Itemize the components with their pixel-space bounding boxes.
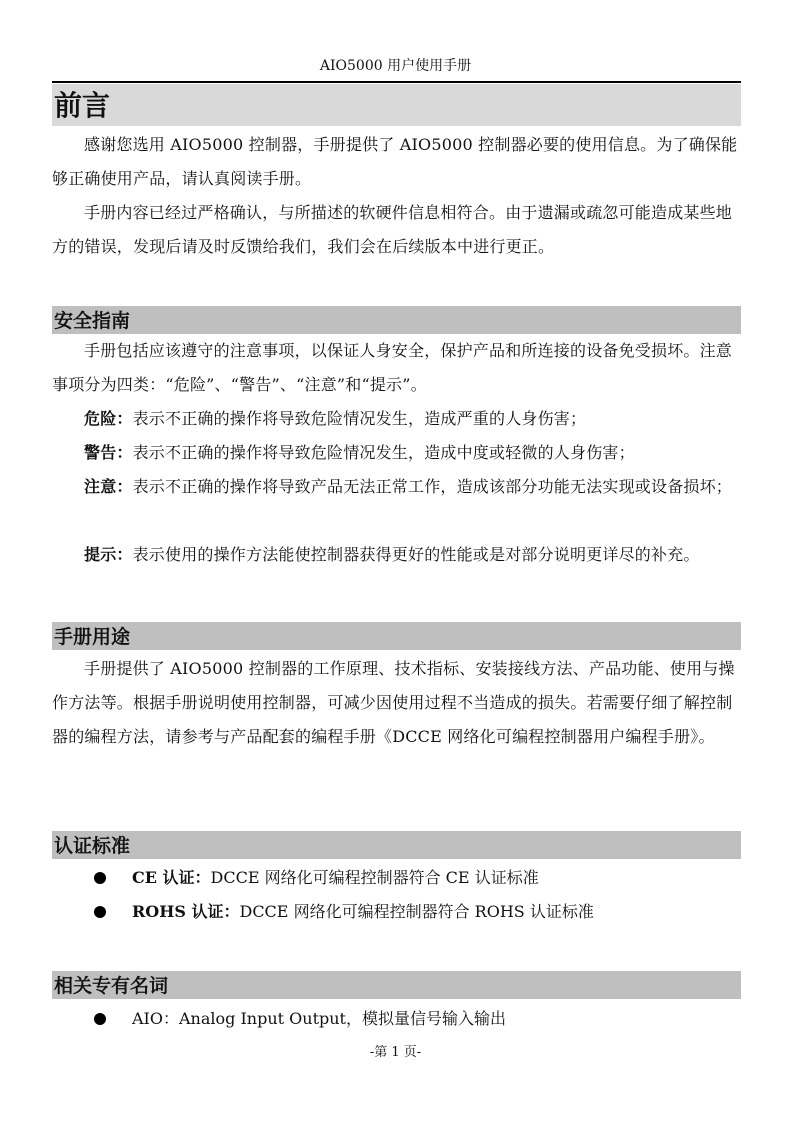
cert-text: DCCE 网络化可编程控制器符合 ROHS 认证标准 xyxy=(239,902,594,921)
purpose-paragraph: 手册提供了 AIO5000 控制器的工作原理、技术指标、安装接线方法、产品功能、使用与操作方法等。根据手册说明使用控制器，可减少因使用过程不当造成的损失。若需要仔细了解控制器的编程方法，请参考与产品配套的编程手册《DCCE 网络化可编程控制器用户编程手册》。 xyxy=(52,659,735,746)
safety-item-tip xyxy=(52,538,741,572)
cert-text: DCCE 网络化可编程控制器符合 CE 认证标准 xyxy=(210,868,539,887)
cert-label: CE 认证： xyxy=(132,868,211,887)
safety-text: 表示不正确的操作将导致危险情况发生，造成中度或轻微的人身伤害； xyxy=(132,443,635,462)
safety-text: 表示不正确的操作将导致产品无法正常工作，造成该部分功能无法实现或设备损坏； xyxy=(132,477,733,496)
safety-item-warning xyxy=(52,436,741,470)
heading-text: 认证标准 xyxy=(54,835,131,857)
cert-label: ROHS 认证： xyxy=(132,902,240,921)
section-heading-preface xyxy=(52,84,741,126)
heading-text: 安全指南 xyxy=(54,310,131,332)
safety-text: 表示不正确的操作将导致危险情况发生，造成严重的人身伤害； xyxy=(132,409,587,428)
safety-label: 危险： xyxy=(84,409,133,428)
bullet-icon xyxy=(94,906,106,918)
safety-item-caution xyxy=(52,470,741,504)
term-text: AIO：Analog Input Output，模拟量信号输入输出 xyxy=(132,1009,506,1028)
heading-text: 相关专有名词 xyxy=(54,975,169,997)
preface-paragraph-1: 感谢您选用 AIO5000 控制器，手册提供了 AIO5000 控制器必要的使用信息。为了确保能够正确使用产品，请认真阅读手册。 xyxy=(52,135,738,188)
page-header-title: AIO5000 用户使用手册 xyxy=(319,58,472,74)
heading-text: 手册用途 xyxy=(54,626,131,648)
header-rule xyxy=(52,81,741,83)
page-number: -第 1 页- xyxy=(369,1045,422,1060)
preface-paragraph-2: 手册内容已经过严格确认，与所描述的软硬件信息相符合。由于遗漏或疏忽可能造成某些地方的错误，发现后请及时反馈给我们，我们会在后续版本中进行更正。 xyxy=(52,203,733,256)
safety-label: 注意： xyxy=(84,477,133,496)
section-heading-terms xyxy=(52,971,741,999)
safety-item-danger xyxy=(52,402,741,436)
bullet-icon xyxy=(94,872,106,884)
bullet-icon xyxy=(94,1013,106,1025)
heading-text: 前言 xyxy=(54,89,111,122)
section-heading-certification xyxy=(52,831,741,859)
safety-text: 表示使用的操作方法能使控制器获得更好的性能或是对部分说明更详尽的补充。 xyxy=(132,545,700,564)
safety-intro: 手册包括应该遵守的注意事项，以保证人身安全，保护产品和所连接的设备免受损坏。注意事项分为四类：“危险”、“警告”、“注意”和“提示”。 xyxy=(52,341,733,394)
safety-label: 警告： xyxy=(84,443,133,462)
section-heading-safety xyxy=(52,306,741,334)
section-heading-purpose xyxy=(52,622,741,650)
safety-label: 提示： xyxy=(84,545,133,564)
